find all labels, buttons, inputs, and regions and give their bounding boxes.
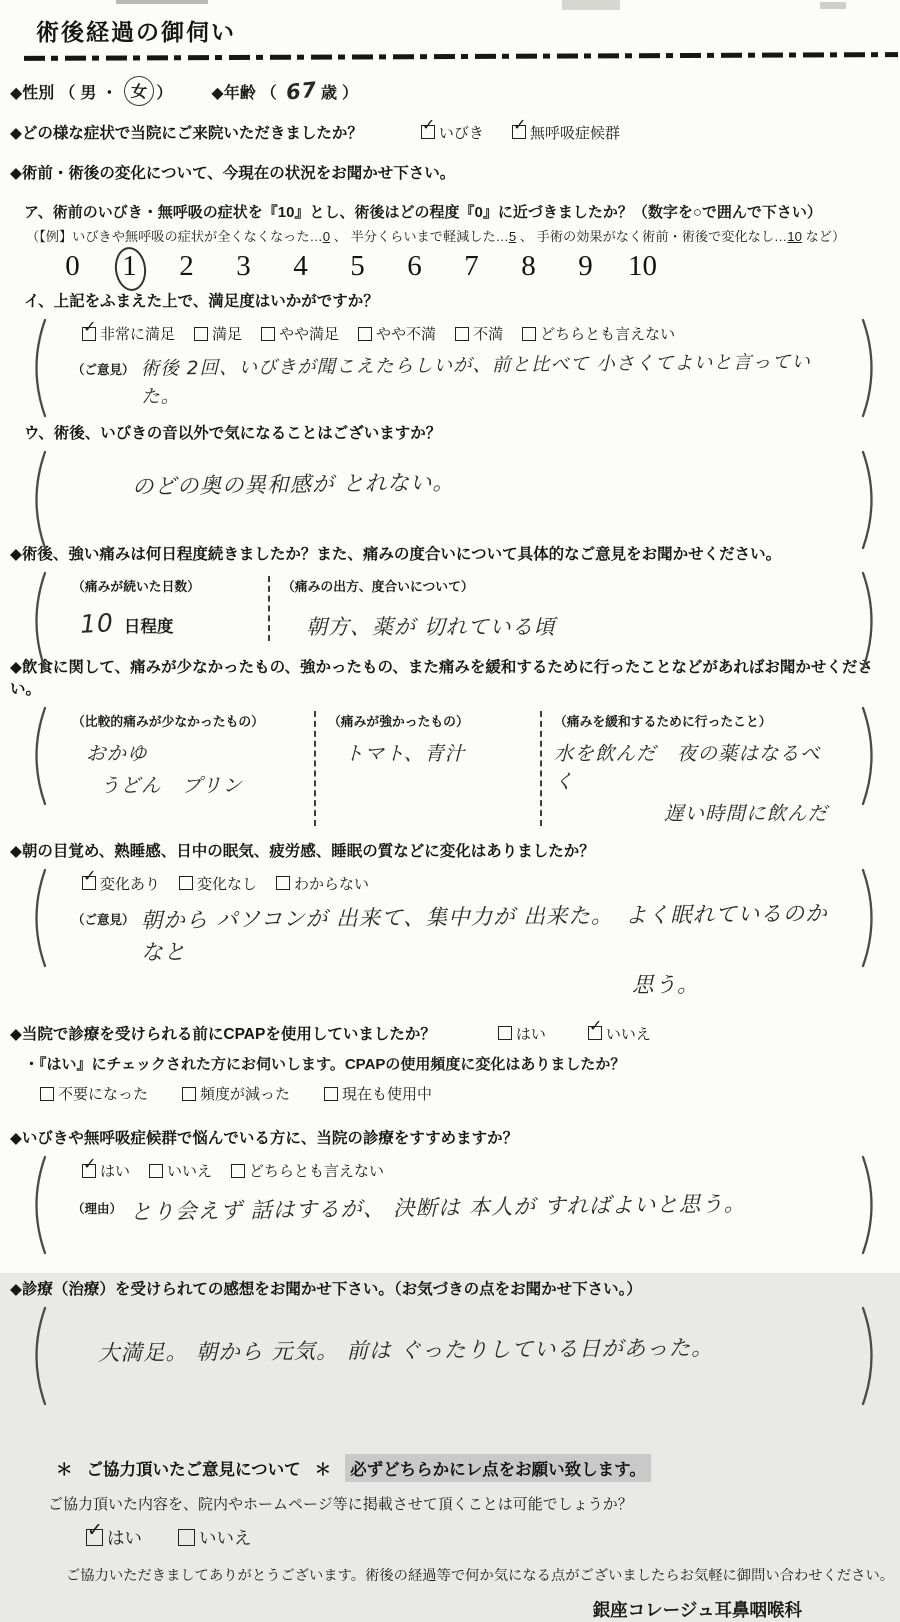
eating-columns	[72, 711, 842, 826]
age-paren-open: （	[260, 84, 277, 102]
checkbox-still-using[interactable]	[324, 1087, 338, 1101]
bracket-left	[26, 1155, 48, 1255]
bracket-left	[26, 571, 48, 671]
page-title: 術後経過の御伺い	[36, 20, 236, 45]
scale-number-row	[44, 250, 900, 283]
symptom-option-apnea[interactable]	[512, 117, 620, 143]
symptom-option-snoring[interactable]	[421, 117, 484, 143]
footer-note-label: ご協力頂いたご意見について	[86, 1461, 301, 1479]
impressions-answer-box	[26, 1304, 884, 1424]
checkbox-changed[interactable]: ✓	[82, 876, 96, 890]
checkbox-snoring[interactable]: ✓	[421, 125, 435, 139]
satisfaction-option-dissatisfied[interactable]: 不満	[455, 323, 503, 344]
sleep-option-changed[interactable]: ✓ 変化あり	[83, 868, 161, 893]
checkbox-no-change[interactable]	[179, 876, 193, 890]
age-unit: 歳	[320, 84, 337, 102]
scan-artifact	[116, 0, 208, 4]
checkbox-very-satisfied[interactable]: ✓	[82, 327, 96, 341]
checkbox-recommend-yes[interactable]: ✓	[82, 1164, 96, 1178]
paren-close: ）	[156, 84, 173, 102]
eating-question: ◆飲食に関して、痛みが少なかったもの、強かったもの、また痛みを緩和するために行ったことなどがあればお聞かせください。	[10, 658, 873, 698]
publish-options	[86, 1520, 900, 1550]
bracket-right	[860, 868, 882, 968]
recommend-answer-box	[26, 1153, 884, 1257]
eating-label-relief: （痛みを緩和するために行ったこと）	[554, 713, 772, 729]
cpap-option-still-using[interactable]: 現在も使用中	[324, 1083, 432, 1104]
profile-row	[10, 76, 900, 106]
satisfaction-question: イ、上記をふまえた上で、満足度はいかがですか？	[24, 293, 379, 310]
sleep-option-unknown[interactable]: わからない	[276, 873, 369, 894]
satisfaction-comment-row	[72, 352, 842, 408]
satisfaction-option-neither[interactable]: どちらとも言えない	[522, 323, 675, 344]
pain-days-label: （痛みが続いた日数）	[72, 578, 200, 594]
scale-example	[26, 226, 900, 245]
pain-answer-box	[26, 569, 884, 649]
gender-female-circled[interactable]: 女	[123, 75, 155, 107]
pain-detail-column	[282, 576, 556, 641]
cpap-option-no[interactable]: ✓ いいえ	[588, 1018, 651, 1043]
footer-note	[56, 1454, 900, 1482]
pain-question: ◆術後、強い痛みは何日程度続きましたか？また、痛みの度合いについて具体的なご意見をお聞かせください。	[10, 545, 782, 563]
recommend-reason-row	[72, 1191, 842, 1226]
pain-days-row	[80, 609, 268, 638]
eating-answer-box	[26, 704, 884, 833]
example-text: など）	[801, 229, 846, 244]
sleep-option-no-change[interactable]: 変化なし	[179, 873, 257, 894]
satisfaction-option-somewhat-dissatisfied[interactable]: やや不満	[358, 323, 436, 344]
bracket-right	[860, 706, 882, 806]
symptoms-question: ◆どの様な症状で当院にご来院いただきましたか？	[10, 125, 363, 142]
checkbox-somewhat-satisfied[interactable]	[261, 327, 275, 341]
scale-number-5[interactable]: 5	[350, 250, 365, 282]
bracket-right	[860, 450, 882, 550]
age-value-handwritten: 67	[284, 77, 319, 105]
eating-answer-handwritten: うどん プリン	[100, 773, 243, 797]
satisfaction-answer-box	[26, 316, 884, 415]
impressions-answer-handwritten: 大満足。 朝から 元気。 前は ぐったりしている日があった。	[97, 1335, 714, 1367]
cpap-followup-question: ・『はい』にチェックされた方にお伺いします。CPAPの使用頻度に変化はありましたか？	[24, 1056, 626, 1073]
example-text: （【例】いびきや無呼吸の症状が全くなくなった…	[26, 229, 323, 244]
symptoms-options	[421, 117, 620, 143]
paren-open: （	[59, 84, 76, 102]
symptoms-row	[10, 117, 900, 143]
scale-number-1-selected[interactable]: 1	[101, 250, 158, 283]
bracket-left	[26, 318, 48, 418]
concerns-answer-box	[26, 448, 884, 536]
publish-question: ご協力頂いた内容を、院内やホームページ等に掲載させて頂くことは可能でしょうか？	[48, 1496, 633, 1513]
clinic-name: 銀座コレージュ耳鼻咽喉科	[592, 1600, 802, 1620]
pain-columns	[72, 576, 842, 641]
title-divider	[24, 52, 898, 61]
pain-detail-handwritten: 朝方、薬が 切れている頃	[306, 614, 556, 639]
sleep-options	[82, 868, 842, 894]
recommend-reason-handwritten: とり会えず 話はするが、 決断は 本人が すればよいと思う。	[129, 1191, 747, 1226]
bracket-left	[26, 706, 48, 806]
pain-days-unit: 日程度	[123, 617, 174, 636]
checkbox-somewhat-dissatisfied[interactable]	[358, 327, 372, 341]
scale-number-8[interactable]: 8	[521, 250, 536, 282]
recommend-question: ◆いびきや無呼吸症候群で悩んでいる方に、当院の診療をすすめますか？	[10, 1130, 519, 1147]
recommend-option-yes[interactable]: ✓ はい	[83, 1155, 131, 1180]
cpap-options	[498, 1018, 651, 1044]
example-ten: 10	[787, 229, 802, 244]
publish-option-no[interactable]: いいえ	[178, 1525, 252, 1550]
scale-number-2[interactable]: 2	[179, 250, 194, 282]
bracket-right	[860, 318, 882, 418]
change-heading: ◆術前・術後の変化について、今現在の状況をお聞かせ下さい。	[10, 165, 456, 182]
checkbox-no-longer-needed[interactable]	[40, 1087, 54, 1101]
gender-label: ◆性別	[10, 84, 55, 102]
publish-option-yes[interactable]: ✓ はい	[87, 1520, 142, 1548]
eating-column-relief	[540, 711, 842, 826]
scale-number-3[interactable]: 3	[236, 250, 251, 282]
concerns-answer-handwritten: のどの奥の異和感が とれない。	[131, 469, 456, 500]
cpap-question: ◆当院で診療を受けられる前にCPAPを使用していましたか？	[10, 1026, 436, 1043]
pain-detail-label: （痛みの出方、度合いについて）	[282, 578, 474, 594]
bracket-left	[26, 868, 48, 968]
checkbox-cpap-no[interactable]: ✓	[588, 1026, 602, 1040]
pain-days-value-handwritten: 10	[79, 607, 115, 639]
gender-separator: ・	[101, 84, 118, 102]
checkbox-publish-no[interactable]	[178, 1529, 195, 1546]
cpap-row	[10, 1018, 900, 1044]
thanks-message: ご協力いただきましてありがとうございます。術後の経過等で何か気になる点がございましたらお気軽に御問い合わせください。	[66, 1568, 895, 1584]
scan-artifact	[562, 0, 620, 10]
comment-label: （ご意見）	[72, 363, 135, 377]
impressions-question: ◆診療（治療）を受けられての感想をお聞かせ下さい。（お気づきの点をお聞かせ下さい。）	[10, 1281, 642, 1298]
sleep-question: ◆朝の目覚め、熟睡感、日中の眠気、疲労感、睡眠の質などに変化はありましたか？	[10, 842, 595, 860]
eating-answer-handwritten: 遅い時間に飲んだ	[663, 801, 828, 825]
recommend-options	[82, 1155, 842, 1181]
sleep-comment-handwritten: 朝から パソコンが 出来て、集中力が 出来た。 よく眠れているのかなと	[140, 900, 828, 966]
eating-column-less-pain	[72, 711, 314, 826]
scale-question: ア、術前のいびき・無呼吸の症状を『10』とし、術後はどの程度『0』に近づきましたか？（数字を○で囲んで下さい）	[24, 204, 822, 221]
pain-days-column	[72, 576, 268, 641]
sleep-comment-row	[72, 902, 842, 967]
bracket-right	[860, 571, 882, 671]
checkbox-apnea[interactable]: ✓	[512, 125, 526, 139]
satisfaction-option-satisfied[interactable]: 満足	[194, 323, 242, 344]
satisfaction-option-somewhat-satisfied[interactable]: やや満足	[261, 323, 339, 344]
scale-number-0[interactable]: 0	[65, 250, 80, 282]
concerns-question: ウ、術後、いびきの音以外で気になることはございますか？	[24, 424, 442, 442]
eating-label-more-pain: （痛みが強かったもの）	[328, 713, 469, 729]
example-text: 、 手術の効果がなく術前・術後で変化なし…	[516, 229, 788, 244]
bracket-left	[26, 450, 48, 550]
scale-number-9[interactable]: 9	[578, 250, 593, 282]
column-divider	[268, 576, 270, 641]
bracket-right	[860, 1306, 882, 1406]
star: ＊	[56, 1461, 73, 1479]
checkbox-publish-yes[interactable]: ✓	[86, 1529, 103, 1546]
age-paren-close: ）	[341, 84, 358, 102]
satisfaction-option-very-satisfied[interactable]: ✓ 非常に満足	[83, 318, 176, 343]
satisfaction-options	[82, 318, 842, 344]
scale-number-7[interactable]: 7	[464, 250, 479, 282]
recommend-option-neither[interactable]: どちらとも言えない	[231, 1160, 384, 1181]
bracket-right	[860, 1155, 882, 1255]
cpap-option-no-longer-needed[interactable]: 不要になった	[40, 1083, 148, 1104]
age-label: ◆年齢	[211, 84, 256, 102]
reason-label: （理由）	[72, 1202, 123, 1216]
eating-column-more-pain	[314, 711, 540, 826]
cpap-option-yes[interactable]: はい	[498, 1023, 546, 1044]
sleep-answer-box	[26, 866, 884, 1007]
eating-label-less-pain: （比較的痛みが少なかったもの）	[72, 713, 264, 729]
example-five: 5	[508, 229, 517, 244]
satisfaction-comment-handwritten: 術後 2回、いびきが聞こえたらしいが、前と比べて 小さくてよいと言っていた。	[140, 351, 811, 408]
bracket-left	[26, 1306, 48, 1406]
scale-number-6[interactable]: 6	[407, 250, 422, 282]
checkbox-satisfied[interactable]	[194, 327, 208, 341]
checkbox-recommend-no[interactable]	[149, 1164, 163, 1178]
checkbox-cpap-yes[interactable]	[498, 1026, 512, 1040]
scan-artifact	[820, 2, 846, 9]
footer-note-highlight: 必ずどちらかにレ点をお願い致します。	[345, 1454, 651, 1482]
example-text: 、 半分くらいまで軽減した…	[330, 229, 509, 244]
comment-label: （ご意見）	[72, 912, 135, 927]
symptom-label-apnea: 無呼吸症候群	[529, 124, 620, 142]
cpap-followup-options	[40, 1083, 900, 1104]
example-zero: 0	[322, 229, 331, 244]
eating-answer-handwritten: おかゆ	[86, 741, 148, 765]
checkbox-less-frequent[interactable]	[182, 1087, 196, 1101]
eating-answer-handwritten: トマト、青汁	[344, 741, 466, 765]
symptom-label-snoring: いびき	[438, 124, 484, 142]
scale-number-4[interactable]: 4	[293, 250, 308, 282]
hand-circle-mark	[112, 245, 148, 292]
recommend-option-no[interactable]: いいえ	[149, 1160, 212, 1181]
eating-answer-handwritten: 水を飲んだ 夜の薬はなるべく	[554, 741, 821, 793]
sleep-comment-handwritten-line2: 思う。	[632, 973, 700, 998]
gender-male[interactable]: 男	[80, 84, 97, 102]
star: ＊	[314, 1461, 332, 1479]
checkbox-recommend-neither[interactable]	[231, 1164, 245, 1178]
cpap-option-less-frequent[interactable]: 頻度が減った	[182, 1083, 290, 1104]
scale-number-10[interactable]: 10	[628, 250, 657, 282]
checkbox-unknown[interactable]	[276, 876, 290, 890]
checkbox-neither[interactable]	[522, 327, 536, 341]
checkbox-dissatisfied[interactable]	[455, 327, 469, 341]
